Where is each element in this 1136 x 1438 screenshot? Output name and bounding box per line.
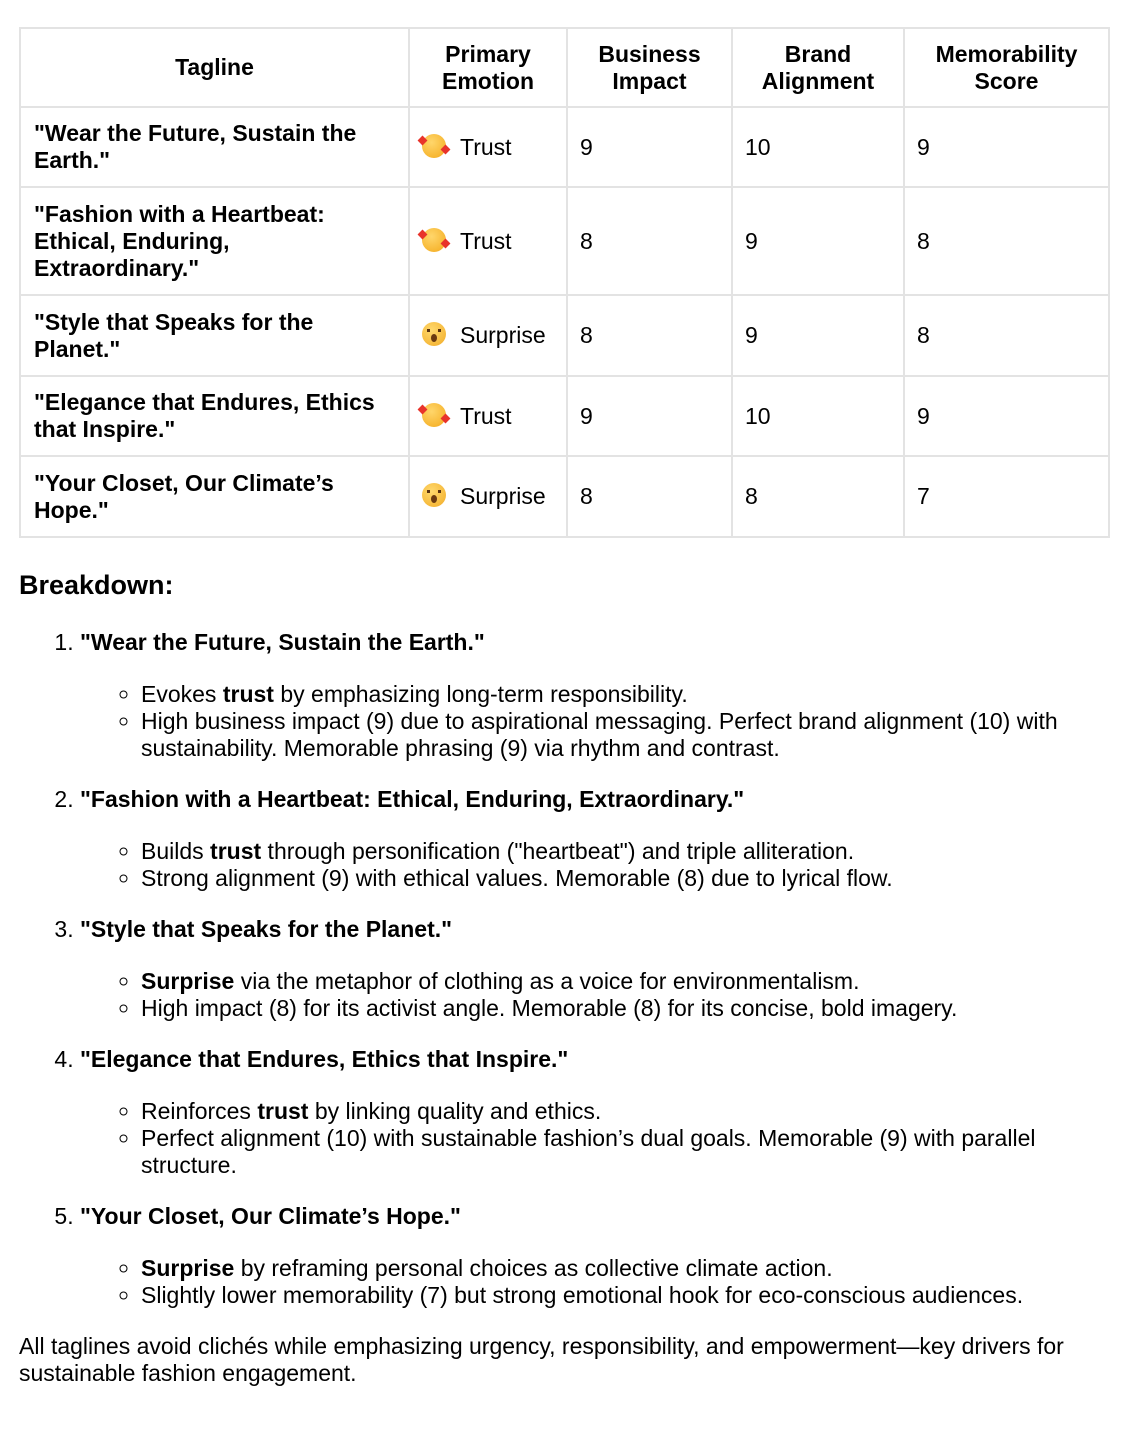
emotion-cell bbox=[409, 187, 567, 295]
emotion-label: Trust bbox=[460, 402, 512, 429]
list-item bbox=[141, 968, 1109, 995]
point-list bbox=[80, 681, 1109, 762]
brand-alignment-cell: 8 bbox=[732, 456, 904, 537]
brand-alignment-cell: 10 bbox=[732, 107, 904, 187]
item-title: "Elegance that Endures, Ethics that Inspire." bbox=[80, 1046, 569, 1072]
memorability-cell: 8 bbox=[904, 187, 1109, 295]
point-text: High impact (8) for its activist angle. Memorable (8) for its concise, bold imagery. bbox=[141, 995, 958, 1021]
point-text: Builds bbox=[141, 838, 211, 864]
list-item bbox=[141, 865, 1109, 892]
point-emphasis: trust bbox=[210, 838, 262, 864]
item-title: "Fashion with a Heartbeat: Ethical, Enduring, Extraordinary." bbox=[80, 786, 745, 812]
document-page bbox=[19, 27, 1109, 1387]
brand-alignment-cell: 9 bbox=[732, 187, 904, 295]
surprised-face-icon bbox=[422, 483, 446, 507]
tagline-cell: "Elegance that Endures, Ethics that Inspire." bbox=[20, 376, 409, 456]
point-text: via the metaphor of clothing as a voice for environmentalism. bbox=[234, 968, 860, 994]
emotion-cell bbox=[409, 376, 567, 456]
business-impact-cell: 9 bbox=[567, 107, 732, 187]
item-title: "Your Closet, Our Climate’s Hope." bbox=[80, 1203, 461, 1229]
point-emphasis: Surprise bbox=[141, 1255, 235, 1281]
memorability-cell: 8 bbox=[904, 295, 1109, 376]
list-item bbox=[80, 1203, 1109, 1309]
point-list bbox=[80, 838, 1109, 892]
list-item bbox=[141, 708, 1109, 762]
summary-paragraph: All taglines avoid clichés while emphasizing urgency, responsibility, and empowerment—key drivers for sustainable fashion engagement. bbox=[19, 1333, 1064, 1386]
point-emphasis: trust bbox=[222, 681, 274, 707]
point-text: Slightly lower memorability (7) but strong emotional hook for eco-conscious audiences. bbox=[141, 1282, 1024, 1308]
item-title: "Wear the Future, Sustain the Earth." bbox=[80, 629, 485, 655]
tagline-cell: "Fashion with a Heartbeat: Ethical, Enduring, Extraordinary." bbox=[20, 187, 409, 295]
point-text: High business impact (9) due to aspirational messaging. Perfect brand alignment (10) with sustainability. Memorable phrasing (9) via rhythm and contrast. bbox=[141, 708, 1058, 761]
table-row bbox=[20, 376, 1109, 456]
point-list bbox=[80, 968, 1109, 1022]
point-text: by reframing personal choices as collective climate action. bbox=[234, 1255, 833, 1281]
list-item bbox=[141, 1098, 1109, 1125]
list-item bbox=[80, 916, 1109, 1022]
point-emphasis: Surprise bbox=[141, 968, 235, 994]
surprised-face-icon bbox=[422, 322, 446, 346]
memorability-cell: 9 bbox=[904, 376, 1109, 456]
point-text: Reinforces bbox=[141, 1098, 258, 1124]
brand-alignment-cell: 9 bbox=[732, 295, 904, 376]
memorability-cell: 9 bbox=[904, 107, 1109, 187]
table-header-row bbox=[20, 28, 1109, 107]
list-item bbox=[141, 995, 1109, 1022]
header-primary-emotion: Primary Emotion bbox=[409, 28, 567, 107]
emotion-cell bbox=[409, 295, 567, 376]
header-business-impact: Business Impact bbox=[567, 28, 732, 107]
business-impact-cell: 8 bbox=[567, 187, 732, 295]
tagline-cell: "Style that Speaks for the Planet." bbox=[20, 295, 409, 376]
table-row bbox=[20, 295, 1109, 376]
list-item bbox=[141, 681, 1109, 708]
point-text: by emphasizing long-term responsibility. bbox=[273, 681, 688, 707]
emotion-label: Trust bbox=[460, 227, 512, 254]
emotion-label: Trust bbox=[460, 133, 512, 160]
tagline-score-table bbox=[19, 27, 1110, 538]
table-row bbox=[20, 107, 1109, 187]
list-item bbox=[80, 786, 1109, 892]
business-impact-cell: 8 bbox=[567, 295, 732, 376]
point-text: through personification ("heartbeat") and triple alliteration. bbox=[261, 838, 855, 864]
point-text: Perfect alignment (10) with sustainable fashion’s dual goals. Memorable (9) with parallel structure. bbox=[141, 1125, 1036, 1178]
brand-alignment-cell: 10 bbox=[732, 376, 904, 456]
table-row bbox=[20, 187, 1109, 295]
point-list bbox=[80, 1098, 1109, 1179]
business-impact-cell: 8 bbox=[567, 456, 732, 537]
emotion-label: Surprise bbox=[460, 322, 546, 348]
point-list bbox=[80, 1255, 1109, 1309]
list-item bbox=[80, 629, 1109, 762]
point-text: Strong alignment (9) with ethical values. Memorable (8) due to lyrical flow. bbox=[141, 865, 893, 891]
smiling-face-with-hearts-icon bbox=[422, 134, 446, 158]
list-item bbox=[141, 1125, 1109, 1179]
list-item bbox=[141, 1282, 1109, 1309]
header-tagline: Tagline bbox=[20, 28, 409, 107]
emotion-cell bbox=[409, 456, 567, 537]
breakdown-heading: Breakdown: bbox=[19, 570, 174, 600]
point-emphasis: trust bbox=[257, 1098, 309, 1124]
item-title: "Style that Speaks for the Planet." bbox=[80, 916, 453, 942]
business-impact-cell: 9 bbox=[567, 376, 732, 456]
memorability-cell: 7 bbox=[904, 456, 1109, 537]
breakdown-list bbox=[19, 629, 1109, 1309]
emotion-cell bbox=[409, 107, 567, 187]
tagline-cell: "Your Closet, Our Climate’s Hope." bbox=[20, 456, 409, 537]
list-item bbox=[141, 1255, 1109, 1282]
table-row bbox=[20, 456, 1109, 537]
smiling-face-with-hearts-icon bbox=[422, 403, 446, 427]
list-item bbox=[80, 1046, 1109, 1179]
point-text: by linking quality and ethics. bbox=[308, 1098, 602, 1124]
header-memorability-score: Memorability Score bbox=[904, 28, 1109, 107]
point-text: Evokes bbox=[141, 681, 223, 707]
emotion-label: Surprise bbox=[460, 483, 546, 509]
smiling-face-with-hearts-icon bbox=[422, 228, 446, 252]
list-item bbox=[141, 838, 1109, 865]
header-brand-alignment: Brand Alignment bbox=[732, 28, 904, 107]
tagline-cell: "Wear the Future, Sustain the Earth." bbox=[20, 107, 409, 187]
